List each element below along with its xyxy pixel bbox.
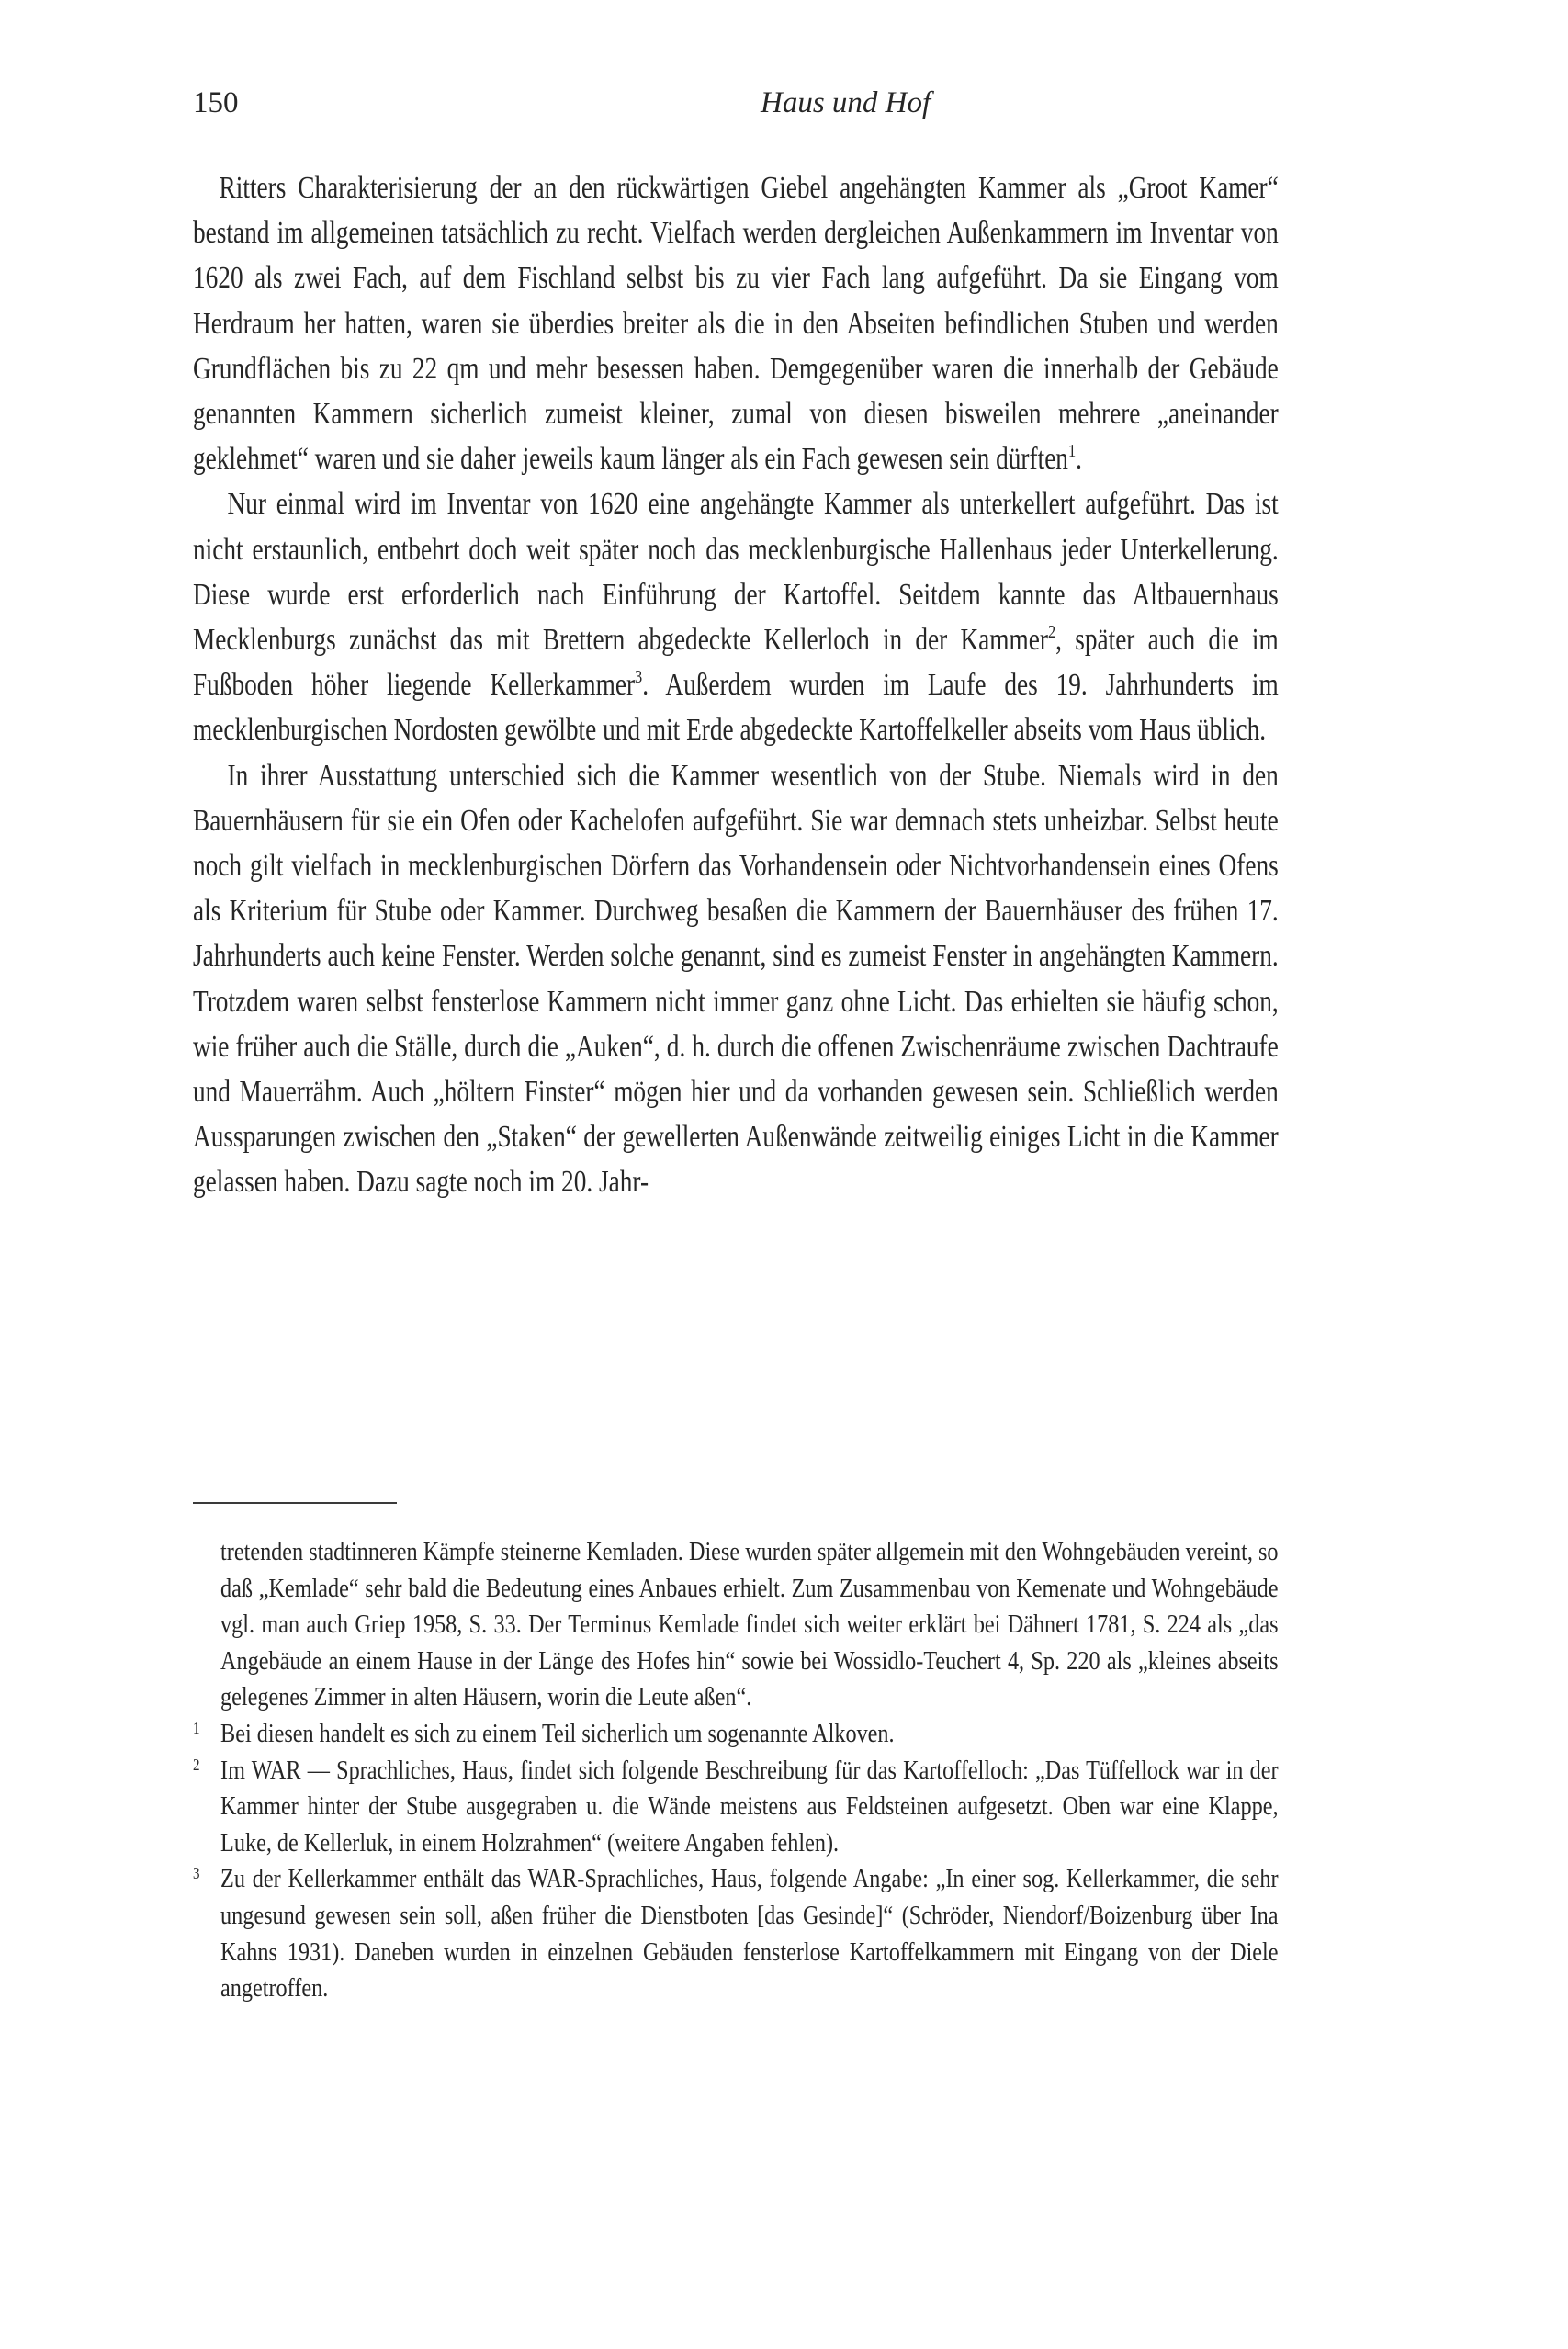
footnote-marker: 3	[193, 1864, 200, 1883]
paragraph-2-text-c: . Außerdem wurden im Laufe des 19. Jahrhunderts im mecklenburgischen Nordosten gewölbte und mit Erde abgedeckte Kartoffelkeller abseits vom Haus üblich.	[193, 668, 1279, 748]
paragraph-1-end: .	[1076, 442, 1082, 477]
page-header	[193, 86, 1277, 130]
footnote-ref-2: 2	[1047, 621, 1056, 642]
main-text	[193, 165, 1279, 1205]
paragraph-3: In ihrer Ausstattung unterschied sich die Kammer wesentlich von der Stube. Niemals wird in den Bauernhäusern für sie ein Ofen oder Kachelofen aufgeführt. Sie war demnach stets unheizbar. Selbst heute noch gilt vielfach in mecklenburgischen Dörfern das Vorhandensein oder Nichtvorhandensein eines Ofens als Kriterium für Stube oder Kammer. Durchweg besaßen die Kammern der Bauernhäuser des frühen 17. Jahrhunderts auch keine Fenster. Werden solche genannt, sind es zumeist Fenster in angehängten Kammern. Trotzdem waren selbst fensterlose Kammern nicht immer ganz ohne Licht. Das erhielten sie häufig schon, wie früher auch die Ställe, durch die „Auken“, d. h. durch die offenen Zwischenräume zwischen Dachtraufe und Mauerrähm. Auch „höltern Finster“ mögen hier und da vorhanden gewesen sein. Schließlich werden Aussparungen zwischen den „Staken“ der gewellerten Außenwände zeitweilig einiges Licht in die Kammer gelassen haben. Dazu sagte noch im 20. Jahr-	[193, 758, 1279, 1200]
footnote-text: Zu der Kellerkammer enthält das WAR-Sprachliches, Haus, folgende Angabe: „In einer sog. Kellerkammer, die sehr ungesund gewesen sein soll, aßen früher die Dienstboten [das Gesinde]“ (Schröder, Niendorf/Boizenburg über Ina Kahns 1931). Daneben wurden in einzelnen Gebäuden fensterlose Kartoffelkammern mit Eingang von der Diele angetroffen.	[220, 1864, 1279, 2004]
footnotes	[193, 1534, 1279, 2007]
footnote-ref-3: 3	[635, 667, 643, 688]
paragraph-2	[193, 481, 1279, 752]
footnote-2	[193, 1753, 1279, 1862]
footnote-continuation	[193, 1534, 1279, 1716]
paragraph-1-text: Ritters Charakterisierung der an den rückwärtigen Giebel angehängten Kammer als „Groot Kamer“ bestand im allgemeinen tatsächlich zu recht. Vielfach werden dergleichen Außenkammern im Inventar von 1620 als zwei Fach, auf dem Fischland selbst bis zu vier Fach lang aufgeführt. Da sie Eingang vom Herdraum her hatten, waren sie überdies breiter als die in den Abseiten befindlichen Stuben und werden Grundflächen bis zu 22 qm und mehr besessen haben. Demgegenüber waren die innerhalb der Gebäude genannten Kammern sicherlich zumeist kleiner, zumal von diesen bisweilen mehrere „aneinander geklehmet“ waren und sie daher jeweils kaum länger als ein Fach gewesen sein dürften	[193, 171, 1279, 477]
footnote-text: Bei diesen handelt es sich zu einem Teil sicherlich um sogenannte Alkoven.	[220, 1718, 895, 1748]
footnote-marker: 1	[193, 1718, 200, 1737]
footnote-ref-1: 1	[1067, 441, 1077, 462]
paragraph-1	[193, 165, 1279, 481]
page-number: 150	[193, 86, 239, 119]
footnote-divider	[193, 1502, 397, 1504]
footnote-text: Im WAR — Sprachliches, Haus, findet sich folgende Beschreibung für das Kartoffelloch: „Das Tüffellock war in der Kammer hinter der Stube ausgegraben u. die Wände meistens aus Feldsteinen aufgesetzt. Oben war eine Klappe, Luke, de Kellerluk, in einem Holzrahmen“ (weitere Angaben fehlen).	[220, 1755, 1279, 1858]
running-head: Haus und Hof	[761, 86, 931, 119]
footnote-1	[193, 1716, 1279, 1753]
paragraph-2-text-b: , später auch die im Fußboden höher liegende Kellerkammer	[193, 623, 1279, 703]
footnote-3	[193, 1861, 1279, 2006]
footnote-continuation-text: tretenden stadtinneren Kämpfe steinerne Kemladen. Diese wurden später allgemein mit den Wohngebäuden vereint, so daß „Kemlade“ sehr bald die Bedeutung eines Anbaues erhielt. Zum Zusammenbau von Kemenate und Wohngebäude vgl. man auch Griep 1958, S. 33. Der Terminus Kemlade findet sich weiter erklärt bei Dähnert 1781, S. 224 als „das Angebäude an einem Hause in der Länge des Hofes hin“ sowie bei Wossidlo-Teuchert 4, Sp. 220 als „kleines abseits gelegenes Zimmer in alten Häusern, worin die Leute aßen“.	[220, 1537, 1279, 1712]
paragraph-2-text-a: Nur einmal wird im Inventar von 1620 eine angehängte Kammer als unterkellert aufgeführt. Das ist nicht erstaunlich, entbehrt doch weit später noch das mecklenburgische Hallenhaus jeder Unterkellerung. Diese wurde erst erforderlich nach Einführung der Kartoffel. Seitdem kannte das Altbauernhaus Mecklenburgs zunächst das mit Brettern abgedeckte Kellerloch in der Kammer	[193, 487, 1279, 658]
footnote-marker: 2	[193, 1755, 200, 1774]
